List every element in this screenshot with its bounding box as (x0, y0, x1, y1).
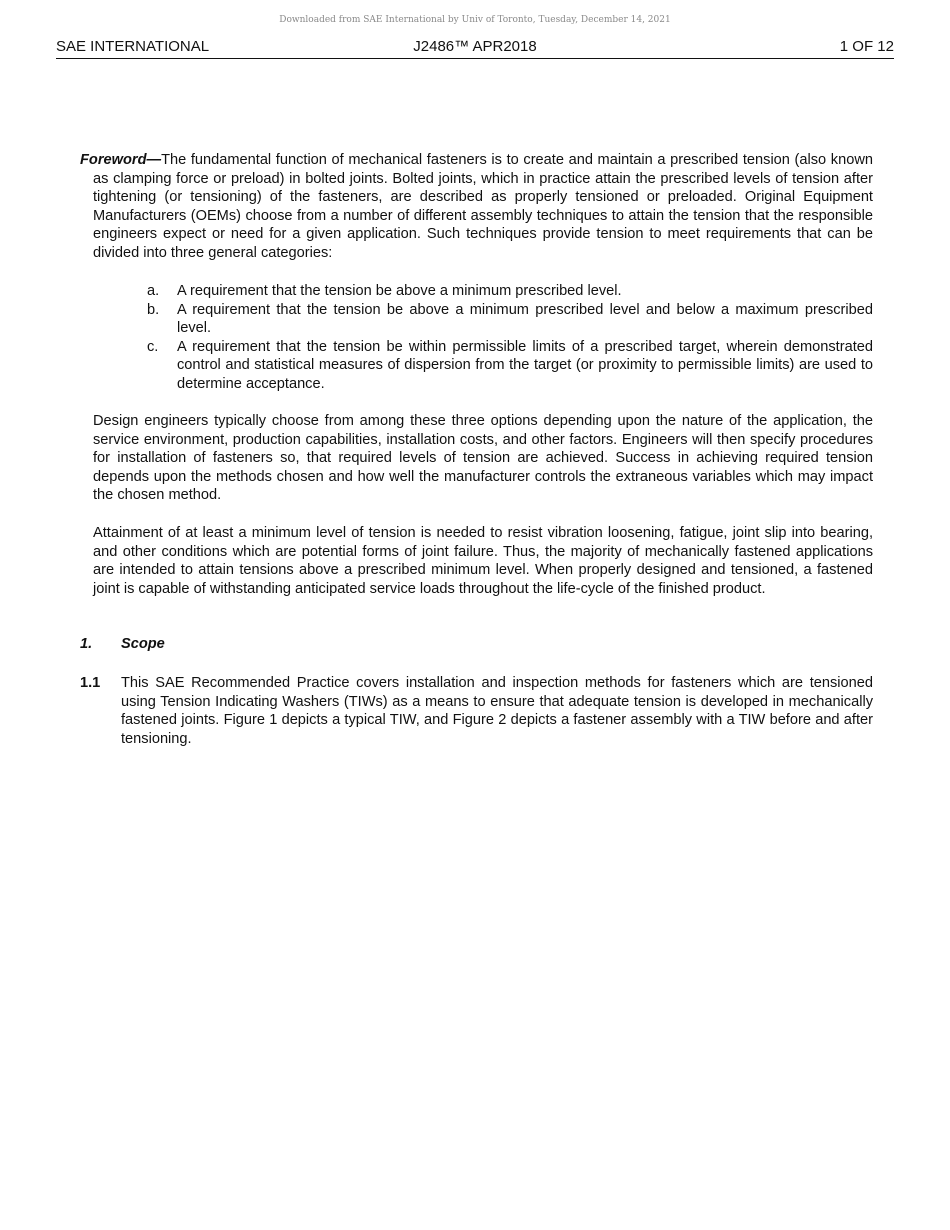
foreword-section (80, 151, 873, 263)
requirements-list (147, 282, 873, 394)
section-number: 1. (80, 636, 93, 652)
clause-text: This SAE Recommended Practice covers installation and inspection methods for fasteners which are tensioned using Tension Indicating Washers (TIWs) as a means to ensure that adequate tension is developed in mechanically fastened joints. Figure 1 depicts a typical TIW, and Figure 2 depicts a fastener assembly with a TIW before and after tensioning. (121, 675, 873, 747)
list-item-marker: a. (147, 283, 160, 299)
header-organization: SAE INTERNATIONAL (56, 38, 210, 55)
list-item-marker: b. (147, 301, 160, 318)
list-item-text: A requirement that the tension be above a minimum prescribed level. (177, 283, 622, 299)
list-item-text: A requirement that the tension be above a minimum prescribed level and below a maximum prescribed level. (177, 301, 873, 337)
download-watermark: Downloaded from SAE International by Univ of Toronto, Tuesday, December 14, 2021 (279, 15, 671, 25)
section-title: Scope (121, 636, 165, 652)
list-item-text: A requirement that the tension be within permissible limits of a prescribed target, wherein demonstrated control and statistical measures of dispersion from the target (or proximity to permissible limits) are used to determine acceptance. (177, 338, 873, 392)
foreword-lead: Foreword— (80, 152, 162, 168)
list-item (147, 338, 873, 394)
clause-1-1 (80, 674, 873, 748)
attainment-paragraph: Attainment of at least a minimum level of tension is needed to resist vibration loosening, fatigue, joint slip into bearing, and other conditions which are potential forms of joint failure. Thus, the majority of mechanically fastened applications are intended to attain tensions above a prescribed minimum level. When properly designed and tensioned, a fastened joint is capable of withstanding anticipated service loads throughout the life-cycle of the finished product. (93, 525, 873, 597)
header-document-id: J2486™ APR2018 (413, 38, 537, 55)
clause-number: 1.1 (80, 675, 101, 691)
section-heading (80, 636, 165, 652)
list-item-marker: c. (147, 338, 159, 355)
header-page-number: 1 OF 12 (839, 38, 894, 55)
foreword-paragraph (80, 151, 873, 263)
design-engineers-paragraph: Design engineers typically choose from among these three options depending upon the nature of the application, the service environment, production capabilities, installation costs, and other factors. Engineers will then specify procedures for installation of fasteners so, that required levels of tension are achieved. Success in achieving required tension depends upon the methods chosen and how well the manufacturer controls the extraneous variables which may impact the chosen method. (93, 413, 873, 504)
foreword-text: The fundamental function of mechanical fasteners is to create and maintain a prescribed tension (also known as clamping force or preload) in bolted joints. Bolted joints, which in practice attain the prescribed levels of tension after tightening (or tensioning) of the fasteners, are described as properly tensioned or preloaded. Original Equipment Manufacturers (OEMs) choose from a number of different assembly techniques to attain the tension that the responsible engineers expect or need for a given application. Such techniques provide tension to meet requirements that can be divided into three general categories: (93, 152, 873, 261)
page-header (56, 38, 894, 59)
list-item (147, 301, 873, 338)
list-item (147, 282, 873, 301)
